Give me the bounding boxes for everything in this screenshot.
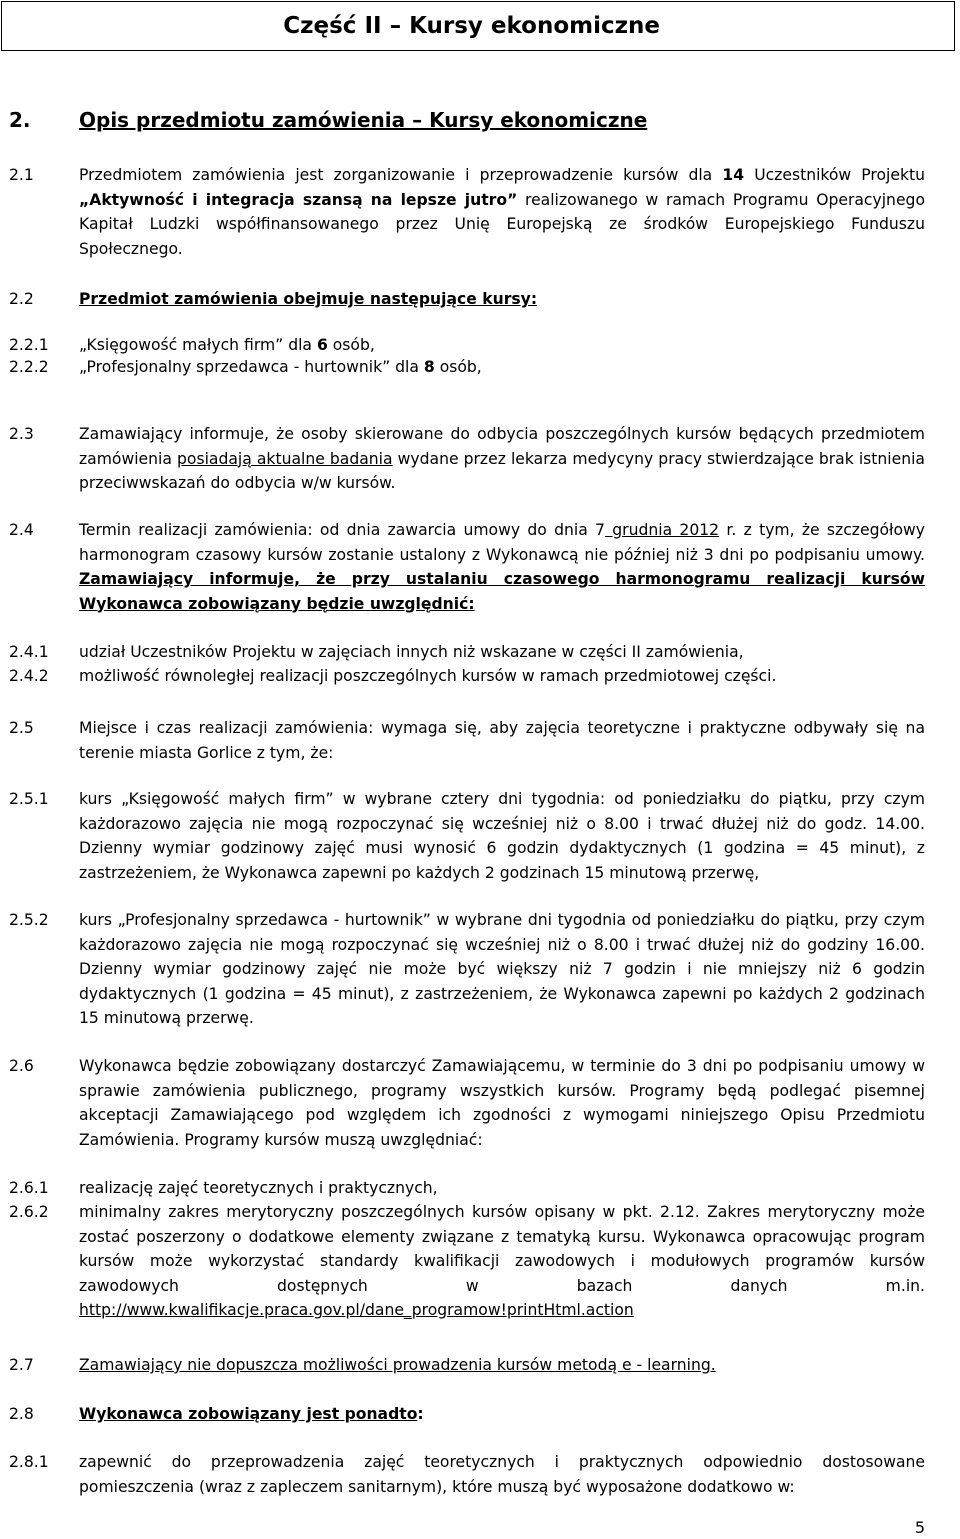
text-run: : bbox=[417, 1405, 424, 1423]
paragraph-number: 2.7 bbox=[9, 1356, 34, 1374]
participants-count: 14 bbox=[722, 166, 745, 184]
text-run: Termin realizacji zamówienia: od dnia zawarcia umowy do dnia 7 bbox=[79, 521, 605, 539]
paragraph-number: 2.2.1 bbox=[9, 336, 49, 354]
paragraph-text: udział Uczestników Projektu w zajęciach innych niż wskazane w części II zamówienia, bbox=[79, 643, 744, 661]
text-run: r. z tym, że szczegółowy harmonogram czasowy kursów zostanie ustalony z Wykonawcą nie później niż 3 dni po podpisaniu umowy. bbox=[79, 521, 925, 564]
paragraph-text bbox=[79, 518, 925, 616]
paragraph-text: Przedmiot zamówienia obejmuje następujące kursy: bbox=[79, 290, 538, 308]
text-run: osób, bbox=[327, 336, 375, 354]
paragraph-number: 2.5.2 bbox=[9, 911, 49, 929]
paragraph-text: Miejsce i czas realizacji zamówienia: wymaga się, aby zajęcia teoretyczne i praktyczne odbywały się na terenie miasta Gorlice z tym, że: bbox=[79, 719, 925, 762]
part-title: Część II – Kursy ekonomiczne bbox=[283, 13, 660, 39]
page-number: 5 bbox=[914, 1518, 925, 1537]
paragraph-text bbox=[79, 355, 925, 380]
text-run: Uczestników Projektu bbox=[744, 166, 925, 184]
paragraph-number: 2.3 bbox=[9, 425, 34, 443]
paragraph-number: 2.2 bbox=[9, 290, 34, 308]
text-run: „Profesjonalny sprzedawca - hurtownik” dla bbox=[79, 358, 424, 376]
paragraph-number: 2.8 bbox=[9, 1405, 34, 1423]
paragraph-number: 2.6.1 bbox=[9, 1179, 49, 1197]
underlined-text: posiadają aktualne badania bbox=[177, 449, 393, 468]
paragraph-text bbox=[79, 333, 925, 358]
paragraph-number: 2.6.2 bbox=[9, 1203, 49, 1221]
paragraph-number: 2.5 bbox=[9, 719, 34, 737]
text-run: Wykonawca zobowiązany jest ponadto bbox=[79, 1405, 418, 1423]
paragraph-text bbox=[79, 1200, 925, 1323]
paragraph-text bbox=[79, 1402, 925, 1427]
text-run: minimalny zakres merytoryczny poszczególnych kursów opisany w pkt. 2.12. Zakres merytoryczny może zostać poszerzony o dodatkowe elementy związane z tematyką kursu. Wykonawca opracowując program kursów może wykorzystać standardy kwalifikacji zawodowych i modułowych programów kursów zawodowych dostępnych w bazach danych m.in. bbox=[79, 1203, 925, 1295]
paragraph-text: możliwość równoległej realizacji poszczególnych kursów w ramach przedmiotowej części. bbox=[79, 667, 777, 685]
deadline-date: grudnia 2012 bbox=[604, 521, 720, 539]
text-run: realizowanego w ramach Programu Operacyjnego Kapitał Ludzki współfinansowanego przez Unię Europejską ze środków Europejskiego Funduszu Społecznego. bbox=[79, 190, 925, 258]
count: 6 bbox=[316, 336, 328, 354]
paragraph-number: 2.4.1 bbox=[9, 643, 49, 661]
paragraph-number: 2.6 bbox=[9, 1057, 34, 1075]
paragraph-number: 2.4 bbox=[9, 521, 34, 539]
paragraph-number: 2.4.2 bbox=[9, 667, 49, 685]
paragraph-text bbox=[79, 163, 925, 261]
text-run: Przedmiotem zamówienia jest zorganizowanie i przeprowadzenie kursów dla bbox=[79, 166, 723, 184]
paragraph-number: 2.8.1 bbox=[9, 1453, 49, 1471]
text-run: wydane przez lekarza medycyny pracy stwierdzające brak istnienia przeciwwskazań do odbycia w/w kursów. bbox=[79, 449, 925, 492]
paragraph-number: 2.1 bbox=[9, 166, 34, 184]
project-name: „Aktywność i integracja szansą na lepsze jutro” bbox=[79, 190, 518, 209]
programs-database-link[interactable]: http://www.kwalifikacje.praca.gov.pl/dane_programow!printHtml.action bbox=[79, 1301, 634, 1319]
paragraph-text: zapewnić do przeprowadzenia zajęć teoretycznych i praktycznych odpowiednio dostosowane pomieszczenia (wraz z zapleczem sanitarnym), które muszą być wyposażone dodatkowo w: bbox=[79, 1453, 925, 1496]
paragraph-text: kurs „Profesjonalny sprzedawca - hurtownik” w wybrane dni tygodnia od poniedziałku do piątku, przy czym każdorazowo zajęcia nie mogą rozpoczynać się wcześniej niż o 8.00 i trwać dłużej niż do godziny 16.00. Dzienny wymiar godzinowy zajęć nie może być większy niż 7 godzin i nie mniejszy niż 6 godzin dydaktycznych (1 godzina = 45 minut), z zastrzeżeniem, że Wykonawca zapewni po każdych 2 godzinach 15 minutową przerwę. bbox=[79, 911, 925, 1027]
emphasized-notice: Zamawiający informuje, że przy ustalaniu czasowego harmonogramu realizacji kursów Wykonawca zobowiązany będzie uwzględnić: bbox=[79, 570, 925, 613]
text-run: Zamawiający informuje, że osoby skierowane do odbycia poszczególnych kursów będących przedmiotem zamówienia bbox=[79, 425, 925, 468]
section-number: 2. bbox=[9, 108, 31, 132]
count: 8 bbox=[423, 358, 435, 376]
paragraph-text: kurs „Księgowość małych firm” w wybrane cztery dni tygodnia: od poniedziałku do piątku, przy czym każdorazowo zajęcia nie mogą rozpoczynać się wcześniej niż o 8.00 i trwać dłużej niż do godz. 14.00. Dzienny wymiar godzinowy zajęć musi wynosić 6 godzin dydaktycznych (1 godzina = 45 minut), z zastrzeżeniem, że Wykonawca zapewni po każdych 2 godzinach 15 minutową przerwę, bbox=[79, 790, 925, 882]
text-run: „Księgowość małych firm” dla bbox=[79, 336, 317, 354]
paragraph-number: 2.5.1 bbox=[9, 790, 49, 808]
paragraph-text: Wykonawca będzie zobowiązany dostarczyć Zamawiającemu, w terminie do 3 dni po podpisaniu umowy w sprawie zamówienia publicznego, programy wszystkich kursów. Programy będą podlegać pisemnej akceptacji Zamawiającego pod względem ich zgodności z wymogami niniejszego Opisu Przedmiotu Zamówienia. Programy kursów muszą uwzględniać: bbox=[79, 1057, 925, 1149]
paragraph-text: Zamawiający nie dopuszcza możliwości prowadzenia kursów metodą e - learning. bbox=[79, 1356, 716, 1374]
paragraph-text: realizację zajęć teoretycznych i praktycznych, bbox=[79, 1179, 438, 1197]
paragraph-text bbox=[79, 422, 925, 496]
section-title: Opis przedmiotu zamówienia – Kursy ekonomiczne bbox=[79, 108, 648, 132]
part-header-box bbox=[1, 1, 955, 51]
text-run: osób, bbox=[434, 358, 482, 376]
section-heading bbox=[9, 108, 648, 132]
paragraph-number: 2.2.2 bbox=[9, 358, 49, 376]
